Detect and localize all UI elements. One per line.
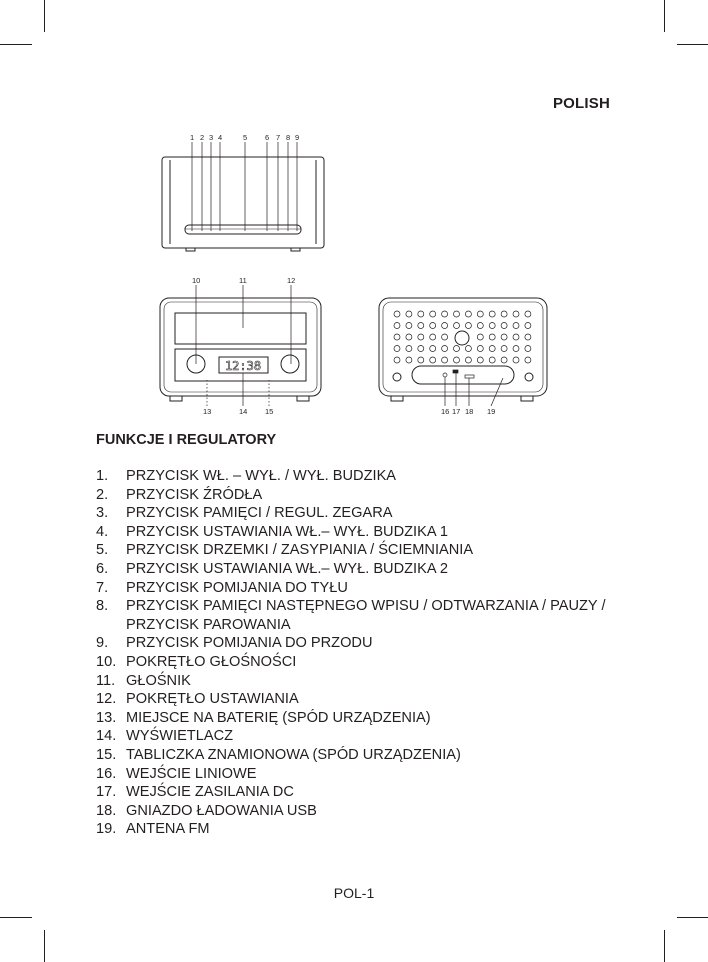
- grille-hole: [442, 357, 448, 363]
- grille-hole: [501, 334, 507, 340]
- callout-16: 16: [441, 407, 450, 416]
- grille-hole: [442, 323, 448, 329]
- grille-hole: [406, 334, 412, 340]
- callout-9: 9: [295, 133, 300, 142]
- control-number: 3.: [96, 505, 109, 522]
- control-number: 6.: [96, 560, 109, 577]
- control-list-item: [96, 746, 626, 765]
- grille-hole: [454, 311, 460, 317]
- top-view-leaders: [192, 142, 297, 231]
- control-number: 10.: [96, 653, 117, 670]
- control-number: 18.: [96, 802, 117, 819]
- grille-hole: [501, 357, 507, 363]
- callout-19: 19: [487, 407, 496, 416]
- control-text: GNIAZDO ŁADOWANIA USB: [126, 802, 317, 819]
- grille-hole: [489, 323, 495, 329]
- callout-18: 18: [465, 407, 474, 416]
- grille-hole: [430, 357, 436, 363]
- grille-hole: [501, 311, 507, 317]
- section-title: FUNKCJE I REGULATORY: [96, 432, 277, 448]
- crop-mark-bottom-left: [44, 930, 45, 962]
- grille-hole: [477, 311, 483, 317]
- control-list-item: [96, 541, 626, 560]
- control-list-item: [96, 523, 626, 542]
- control-list-item: [96, 467, 626, 486]
- control-number: 15.: [96, 746, 117, 763]
- grille-hole: [525, 346, 531, 352]
- crop-mark-bottom-right-h: [677, 917, 708, 918]
- callout-11: 11: [239, 276, 247, 285]
- back-view-callouts: [441, 407, 495, 416]
- control-number: 2.: [96, 486, 109, 503]
- control-text: PRZYCISK POMIJANIA DO TYŁU: [126, 579, 348, 596]
- grille-hole: [418, 334, 424, 340]
- grille-hole: [394, 357, 400, 363]
- grille-hole: [442, 311, 448, 317]
- grille-hole: [501, 346, 507, 352]
- control-text: PRZYCISK ŹRÓDŁA: [126, 486, 263, 503]
- grille-hole: [430, 334, 436, 340]
- control-number: 8.: [96, 598, 109, 615]
- control-list-item: [96, 672, 626, 691]
- grille-hole: [406, 311, 412, 317]
- control-number: 4.: [96, 523, 109, 540]
- control-text: PRZYCISK WŁ. – WYŁ. / WYŁ. BUDZIKA: [126, 468, 397, 484]
- device-diagrams: [0, 0, 708, 430]
- grille-hole: [442, 334, 448, 340]
- grille-hole: [489, 357, 495, 363]
- control-list-item: [96, 653, 626, 672]
- control-text: PRZYCISK USTAWIANIA WŁ.– WYŁ. BUDZIKA 2: [126, 560, 448, 577]
- control-list-item: [96, 783, 626, 802]
- control-list-item: [96, 802, 626, 821]
- control-number: 13.: [96, 709, 117, 726]
- grille-hole: [418, 357, 424, 363]
- speaker-grille: [394, 311, 531, 363]
- callout-13: 13: [203, 407, 212, 416]
- grille-hole: [465, 357, 471, 363]
- grille-hole: [442, 346, 448, 352]
- callout-6: 6: [265, 133, 270, 142]
- display-readout: 12:38: [224, 359, 262, 373]
- control-number: 9.: [96, 635, 109, 652]
- control-list-item: [96, 579, 626, 598]
- grille-hole: [513, 323, 519, 329]
- grille-hole: [430, 323, 436, 329]
- grille-hole: [465, 311, 471, 317]
- control-text: WYŚWIETLACZ: [126, 728, 234, 745]
- control-text: PRZYCISK PAMIĘCI / REGUL. ZEGARA: [126, 505, 393, 522]
- control-list-item: [96, 709, 626, 728]
- callout-8: 8: [286, 133, 291, 142]
- grille-hole: [525, 311, 531, 317]
- grille-hole: [430, 346, 436, 352]
- callout-7: 7: [276, 133, 281, 142]
- control-number: 19.: [96, 821, 117, 838]
- callout-17: 17: [452, 407, 461, 416]
- control-number: 17.: [96, 784, 117, 801]
- grille-hole: [465, 323, 471, 329]
- control-list-item: [96, 504, 626, 523]
- control-list-item: [96, 820, 626, 839]
- grille-hole: [465, 346, 471, 352]
- grille-hole: [525, 357, 531, 363]
- grille-hole: [525, 323, 531, 329]
- grille-hole: [454, 323, 460, 329]
- control-list-item: [96, 727, 626, 746]
- grille-hole: [406, 357, 412, 363]
- control-text: POKRĘTŁO USTAWIANIA: [126, 691, 299, 708]
- grille-hole: [477, 323, 483, 329]
- grille-hole: [489, 346, 495, 352]
- back-view-diagram: [379, 298, 547, 401]
- grille-hole: [477, 346, 483, 352]
- control-text: POKRĘTŁO GŁOŚNOŚCI: [126, 653, 297, 670]
- control-text: TABLICZKA ZNAMIONOWA (SPÓD URZĄDZENIA): [126, 746, 461, 763]
- grille-hole: [394, 311, 400, 317]
- grille-hole: [454, 346, 460, 352]
- grille-hole: [501, 323, 507, 329]
- control-text: PRZYCISK POMIJANIA DO PRZODU: [126, 635, 373, 652]
- grille-hole: [406, 323, 412, 329]
- callout-4: 4: [218, 133, 223, 142]
- callout-1: 1: [190, 133, 195, 142]
- grille-hole: [513, 334, 519, 340]
- grille-hole: [513, 357, 519, 363]
- callout-15: 15: [265, 407, 274, 416]
- front-view-callouts: [192, 276, 295, 416]
- control-list-item: [96, 634, 626, 653]
- callout-3: 3: [209, 133, 214, 142]
- control-number: 16.: [96, 765, 117, 782]
- grille-hole: [418, 323, 424, 329]
- grille-hole: [513, 311, 519, 317]
- grille-hole: [489, 311, 495, 317]
- control-list-item: [96, 690, 626, 709]
- control-number: 11.: [96, 672, 116, 689]
- control-number: 5.: [96, 542, 109, 559]
- grille-hole: [489, 334, 495, 340]
- language-label: POLISH: [552, 95, 610, 112]
- grille-hole: [394, 346, 400, 352]
- grille-hole: [394, 334, 400, 340]
- grille-hole: [477, 334, 483, 340]
- control-text: MIEJSCE NA BATERIĘ (SPÓD URZĄDZENIA): [126, 709, 431, 726]
- back-panel-ports: [443, 370, 474, 378]
- grille-hole: [525, 334, 531, 340]
- grille-hole: [418, 346, 424, 352]
- grille-hole: [513, 346, 519, 352]
- front-view-leaders: [196, 285, 291, 406]
- top-view-callouts: [190, 133, 299, 142]
- callout-2: 2: [200, 133, 205, 142]
- control-list-item: [96, 486, 626, 505]
- control-text: PRZYCISK PAMIĘCI NASTĘPNEGO WPISU / ODTWARZANIA / PAUZY / PRZYCISK PAROWANIA: [126, 598, 606, 633]
- control-number: 1.: [96, 468, 109, 484]
- page-number: POL-1: [333, 885, 375, 901]
- callout-10: 10: [192, 276, 201, 285]
- control-list-item: [96, 765, 626, 784]
- grille-hole: [418, 311, 424, 317]
- grille-hole: [406, 346, 412, 352]
- control-text: PRZYCISK DRZEMKI / ZASYPIANIA / ŚCIEMNIANIA: [126, 542, 474, 559]
- control-number: 12.: [96, 691, 117, 708]
- control-text: PRZYCISK USTAWIANIA WŁ.– WYŁ. BUDZIKA 1: [126, 523, 448, 540]
- control-text: WEJŚCIE ZASILANIA DC: [126, 784, 294, 801]
- control-text: ANTENA FM: [126, 821, 210, 838]
- grille-hole: [477, 357, 483, 363]
- callout-12: 12: [287, 276, 296, 285]
- crop-mark-bottom-left-h: [0, 917, 32, 918]
- control-number: 14.: [96, 728, 117, 745]
- callout-5: 5: [243, 133, 248, 142]
- control-text: WEJŚCIE LINIOWE: [126, 765, 257, 782]
- control-list-item: [96, 597, 626, 634]
- front-view-diagram: [160, 298, 321, 401]
- grille-hole: [394, 323, 400, 329]
- controls-list: [96, 467, 626, 839]
- top-view-diagram: [162, 157, 324, 251]
- control-number: 7.: [96, 579, 109, 596]
- control-text: GŁOŚNIK: [126, 672, 191, 689]
- control-list-item: [96, 560, 626, 579]
- callout-14: 14: [239, 407, 248, 416]
- grille-hole: [430, 311, 436, 317]
- crop-mark-bottom-right: [664, 930, 665, 962]
- grille-hole: [454, 357, 460, 363]
